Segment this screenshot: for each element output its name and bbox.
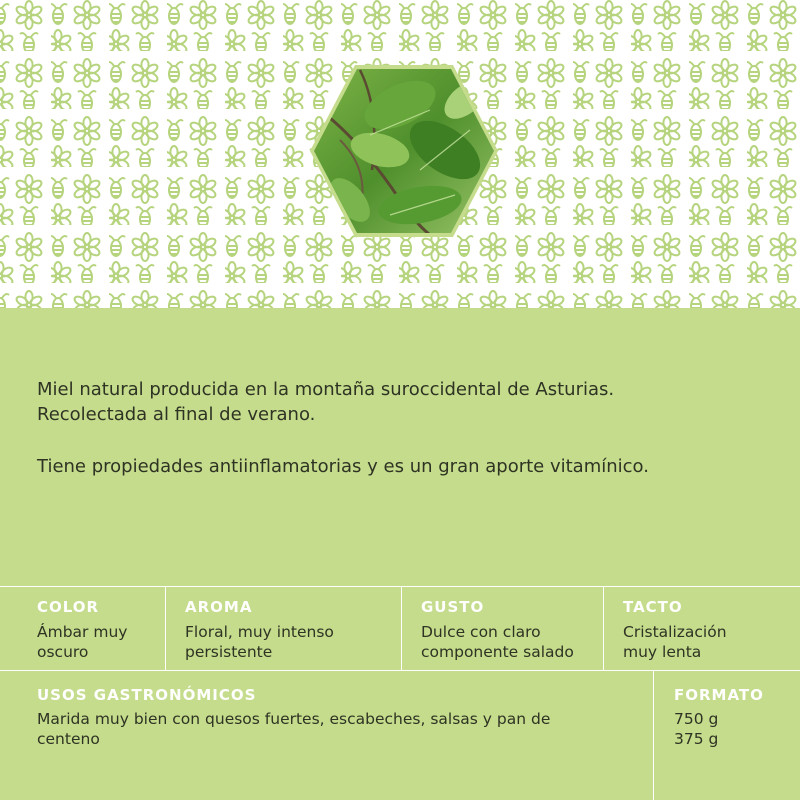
usos-text-line: Marida muy bien con quesos fuertes, escabeches, salsas y pan de	[37, 710, 551, 728]
description-line-1: Miel natural producida en la montaña suroccidental de Asturias.	[37, 379, 615, 400]
attribute-value-line: Dulce con claro	[421, 623, 541, 641]
attribute-aroma	[185, 598, 397, 662]
attribute-value-line: Floral, muy intenso	[185, 623, 334, 641]
attribute-title: TACTO	[623, 598, 683, 616]
formato-size: 375 g	[674, 730, 719, 748]
usos-gastronomicos	[37, 686, 647, 749]
description-line-3: Tiene propiedades antiinflamatorias y es un gran aporte vitamínico.	[37, 456, 649, 477]
attribute-value-line: persistente	[185, 643, 273, 661]
attribute-color	[37, 598, 162, 662]
attribute-value-line: Ámbar muy	[37, 623, 128, 641]
product-description	[37, 377, 777, 479]
attribute-value-line: Cristalización	[623, 623, 727, 641]
attribute-gusto	[421, 598, 599, 662]
table-divider-vertical	[603, 586, 604, 670]
attribute-value-line: oscuro	[37, 643, 89, 661]
table-divider-vertical	[165, 586, 166, 670]
table-divider-vertical	[653, 670, 654, 800]
attribute-title: GUSTO	[421, 598, 485, 616]
oak-leaves-photo	[310, 63, 498, 239]
usos-title: USOS GASTRONÓMICOS	[37, 686, 257, 704]
usos-text-line: centeno	[37, 730, 100, 748]
attribute-tacto	[623, 598, 793, 662]
attribute-value-line: componente salado	[421, 643, 574, 661]
formato	[674, 686, 794, 749]
description-line-2: Recolectada al final de verano.	[37, 404, 316, 425]
table-divider-middle	[0, 670, 800, 671]
formato-size: 750 g	[674, 710, 719, 728]
attribute-title: AROMA	[185, 598, 253, 616]
table-divider-top	[0, 586, 800, 587]
formato-title: FORMATO	[674, 686, 764, 704]
attribute-value-line: muy lenta	[623, 643, 702, 661]
table-divider-vertical	[401, 586, 402, 670]
attribute-title: COLOR	[37, 598, 100, 616]
